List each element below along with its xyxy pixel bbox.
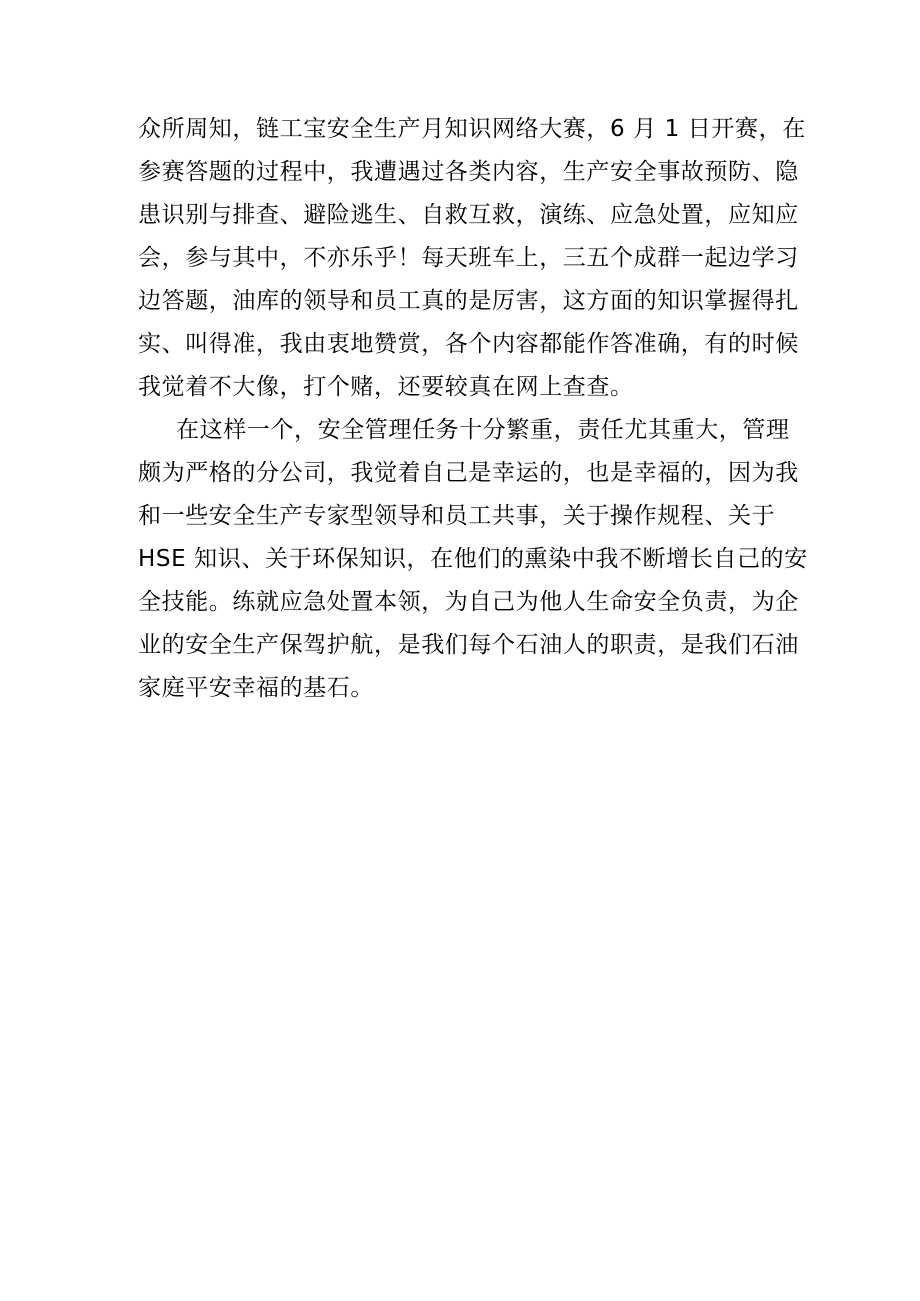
paragraph-2: [138, 409, 808, 710]
paragraph-line: 全技能。练就应急处置本领，为自己为他人生命安全负责，为企: [138, 589, 799, 615]
paragraph-line: 业的安全生产保驾护航，是我们每个石油人的职责，是我们石油: [138, 632, 799, 658]
paragraph-line: 颇为严格的分公司，我觉着自己是幸运的，也是幸福的，因为我: [138, 460, 799, 486]
paragraph-line: 众所周知，链工宝安全生产月知识网络大赛，6 月 1 日开赛，在: [138, 116, 806, 142]
paragraph-line: 实、叫得准，我由衷地赞赏，各个内容都能作答准确，有的时候: [138, 331, 799, 357]
paragraph-1: [138, 108, 806, 409]
paragraph-line: 我觉着不大像，打个赌，还要较真在网上查查。: [138, 374, 634, 400]
paragraph-line: HSE 知识、关于环保知识，在他们的熏染中我不断增长自己的安: [138, 546, 808, 572]
document-body: [138, 108, 808, 710]
paragraph-line: 边答题，油库的领导和员工真的是厉害，这方面的知识掌握得扎: [138, 288, 799, 314]
paragraph-line: 和一些安全生产专家型领导和员工共事，关于操作规程、关于: [138, 503, 776, 529]
paragraph-line: 会，参与其中，不亦乐乎！每天班车上，三五个成群一起边学习: [138, 245, 799, 271]
paragraph-line: 患识别与排查、避险逃生、自救互救，演练、应急处置，应知应: [138, 202, 799, 228]
paragraph-line: 家庭平安幸福的基石。: [138, 675, 374, 701]
paragraph-line: 在这样一个，安全管理任务十分繁重，责任尤其重大，管理: [176, 417, 790, 443]
paragraph-line: 参赛答题的过程中，我遭遇过各类内容，生产安全事故预防、隐: [138, 159, 799, 185]
